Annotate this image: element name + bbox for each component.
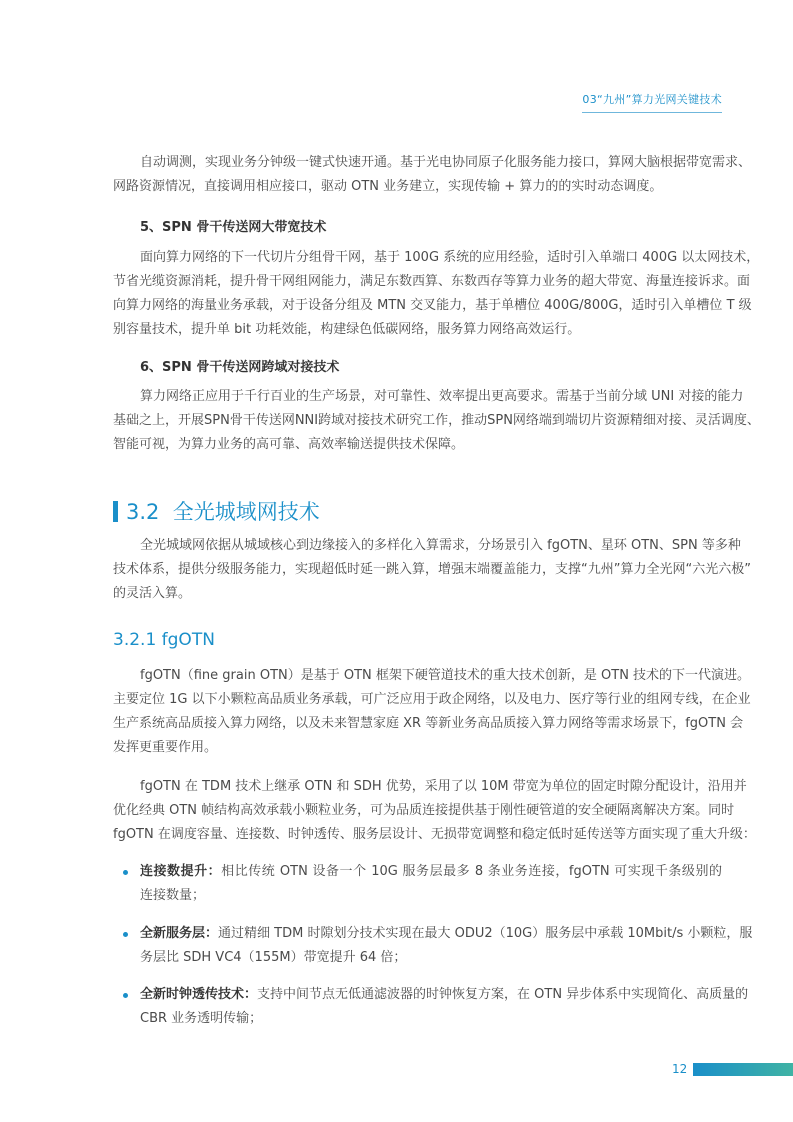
paragraph-3-2 [113, 534, 751, 606]
paragraph-fgotn-2 [113, 775, 756, 847]
text-line: 全光城域网依据从城域核心到边缘接入的多样化入算需求，分场景引入 fgOTN、星环 OTN、SPN 等多种 [140, 538, 741, 553]
bullet-item [113, 860, 722, 908]
text-line: 优化经典 OTN 帧结构高效承载小颗粒业务，可为品质连接提供基于刚性硬管道的安全硬隔离解决方案。同时 [113, 803, 735, 818]
bullet-label: 全新服务层： [140, 926, 219, 941]
section-heading-3-2 [113, 496, 320, 526]
paragraph-fgotn-1 [113, 664, 751, 760]
text-line: fgOTN 在调度容量、连接数、时钟透传、服务层设计、无损带宽调整和稳定低时延传送等方面实现了重大升级： [113, 827, 756, 842]
bullet-item [113, 983, 749, 1031]
text-line: 支持中间节点无低通滤波器的时钟恢复方案，在 OTN 异步体系中实现简化、高质量的 [257, 987, 749, 1002]
bullet-item [113, 922, 753, 970]
bullet-icon [123, 932, 128, 937]
bullet-icon [123, 993, 128, 998]
text-line: 向算力网络的海量业务承载，对于设备分组及 MTN 交叉能力，基于单槽位 400G/800G，适时引入单槽位 T 级 [113, 298, 752, 313]
text-line: 连接数量； [140, 888, 206, 903]
text-line: 生产系统高品质接入算力网络，以及未来智慧家庭 XR 等新业务高品质接入算力网络等需求场景下，fgOTN 会 [113, 716, 744, 731]
text-line: 发挥更重要作用。 [113, 740, 218, 755]
text-line: 技术体系，提供分级服务能力，实现超低时延一跳入算，增强末端覆盖能力，支撑“九州”算力全光网“六光六极” [113, 562, 751, 577]
text-line: 智能可视，为算力业务的高可靠、高效率输送提供技术保障。 [113, 437, 465, 452]
text-line: 别容量技术，提升单 bit 功耗效能，构建绿色低碳网络，服务算力网络高效运行。 [113, 322, 581, 337]
bullet-label: 连接数提升： [140, 864, 222, 879]
text-line: fgOTN 在 TDM 技术上继承 OTN 和 SDH 优势，采用了以 10M 带宽为单位的固定时隙分配设计，沿用并 [140, 779, 747, 794]
bullet-label: 全新时钟透传技术： [140, 987, 258, 1002]
text-line: CBR 业务透明传输； [140, 1011, 263, 1026]
text-line: 务层比 SDH VC4（155M）带宽提升 64 倍； [140, 950, 407, 965]
section-heading-3-2-1: 3.2.1 fgOTN [113, 630, 215, 650]
text-line: 主要定位 1G 以下小颗粒高品质业务承载，可广泛应用于政企网络，以及电力、医疗等行业的组网专线，在企业 [113, 692, 751, 707]
text-line: 面向算力网络的下一代切片分组骨干网，基于 100G 系统的应用经验，适时引入单端口 400G 以太网技术， [140, 250, 760, 265]
text-line: 自动调测，实现业务分钟级一键式快速开通。基于光电协同原子化服务能力接口，算网大脑根据带宽需求、 [140, 155, 752, 170]
heading-spn-bandwidth: 5、SPN 骨干传送网大带宽技术 [140, 220, 327, 235]
text-line: 基础之上，开展SPN骨干传送网NNI跨域对接技术研究工作，推动SPN网络端到端切片资源精细对接、灵活调度、 [113, 413, 760, 428]
heading-spn-crossdomain: 6、SPN 骨干传送网跨域对接技术 [140, 360, 340, 375]
text-line: 通过精细 TDM 时隙划分技术实现在最大 ODU2（10G）服务层中承载 10Mbit/s 小颗粒，服 [218, 926, 753, 941]
text-line: 节省光缆资源消耗，提升骨干网组网能力，满足东数西算、东数西存等算力业务的超大带宽、海量连接诉求。面 [113, 274, 751, 289]
page-number: 12 [672, 1062, 688, 1076]
bullet-icon [123, 870, 128, 875]
page-footer-bar [693, 1063, 793, 1076]
text-line: 算力网络正应用于千行百业的生产场景，对可靠性、效率提出更高要求。需基于当前分域 UNI 对接的能力 [140, 389, 744, 404]
running-header: 03“九州”算力光网关键技术 [582, 91, 722, 113]
text-line: 相比传统 OTN 设备一个 10G 服务层最多 8 条业务连接，fgOTN 可实现千条级别的 [221, 864, 722, 879]
section-title: 3.2 全光城域网技术 [126, 500, 320, 524]
text-line: 的灵活入算。 [113, 586, 192, 601]
heading-bar [113, 501, 118, 522]
text-line: 网路资源情况，直接调用相应接口，驱动 OTN 业务建立，实现传输 + 算力的的实时动态调度。 [113, 179, 663, 194]
text-line: fgOTN（fine grain OTN）是基于 OTN 框架下硬管道技术的重大技术创新，是 OTN 技术的下一代演进。 [140, 668, 751, 683]
paragraph-spn-crossdomain [113, 385, 760, 457]
paragraph-spn-bandwidth [113, 246, 760, 342]
intro-paragraph [113, 151, 752, 199]
